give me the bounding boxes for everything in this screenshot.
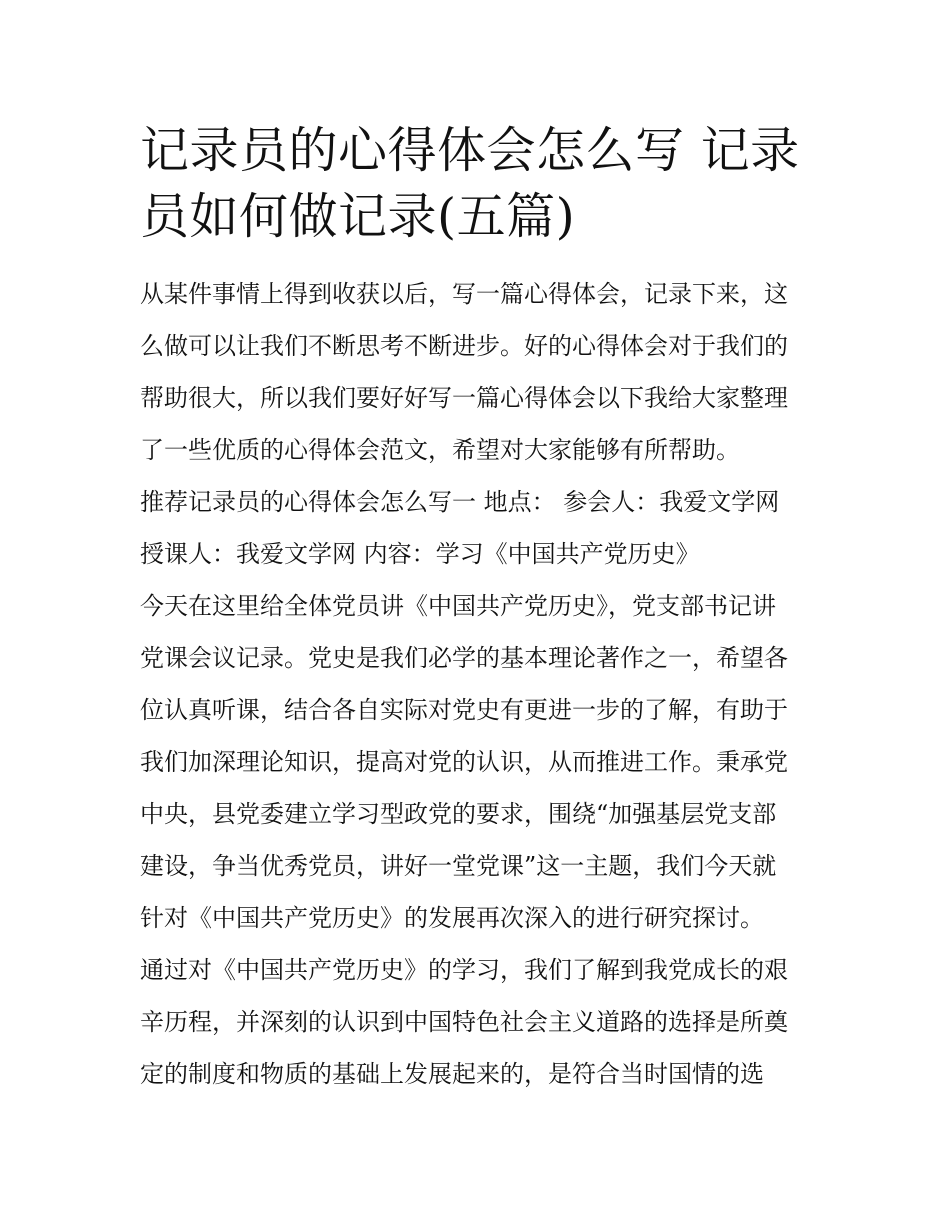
body-line: 党课会议记录。党史是我们必学的基本理论著作之一，希望各 — [140, 644, 788, 672]
body-line: 中央，县党委建立学习型政党的要求，围绕“加强基层党支部 — [140, 800, 777, 828]
body-line: 授课人：我爱文学网 内容：学习《中国共产党历史》 — [140, 540, 700, 568]
body-line: 么做可以让我们不断思考不断进步。好的心得体会对于我们的 — [140, 332, 788, 360]
body-line: 帮助很大，所以我们要好好写一篇心得体会以下我给大家整理 — [140, 384, 788, 412]
body-line: 我们加深理论知识，提高对党的认识，从而推进工作。秉承党 — [140, 748, 788, 776]
document-body — [140, 268, 812, 1100]
body-line: 通过对《中国共产党历史》的学习，我们了解到我党成长的艰 — [140, 956, 788, 984]
document-title — [140, 118, 812, 250]
body-line: 建设，争当优秀党员，讲好一堂党课”这一主题，我们今天就 — [140, 852, 777, 880]
body-line: 了一些优质的心得体会范文，希望对大家能够有所帮助。 — [140, 436, 740, 464]
title-line-2: 员如何做记录(五篇) — [140, 188, 576, 245]
body-line: 位认真听课，结合各自实际对党史有更进一步的了解，有助于 — [140, 696, 788, 724]
body-line: 今天在这里给全体党员讲《中国共产党历史》，党支部书记讲 — [140, 592, 776, 620]
body-line: 定的制度和物质的基础上发展起来的，是符合当时国情的选 — [140, 1060, 764, 1088]
title-line-1: 记录员的心得体会怎么写 记录 — [140, 122, 800, 179]
body-line: 推荐记录员的心得体会怎么写一 地点： 参会人：我爱文学网 — [140, 488, 780, 516]
body-line: 辛历程，并深刻的认识到中国特色社会主义道路的选择是所奠 — [140, 1008, 788, 1036]
body-line: 针对《中国共产党历史》的发展再次深入的进行研究探讨。 — [140, 904, 764, 932]
document-page — [140, 118, 812, 1100]
body-line: 从某件事情上得到收获以后，写一篇心得体会，记录下来，这 — [140, 280, 788, 308]
